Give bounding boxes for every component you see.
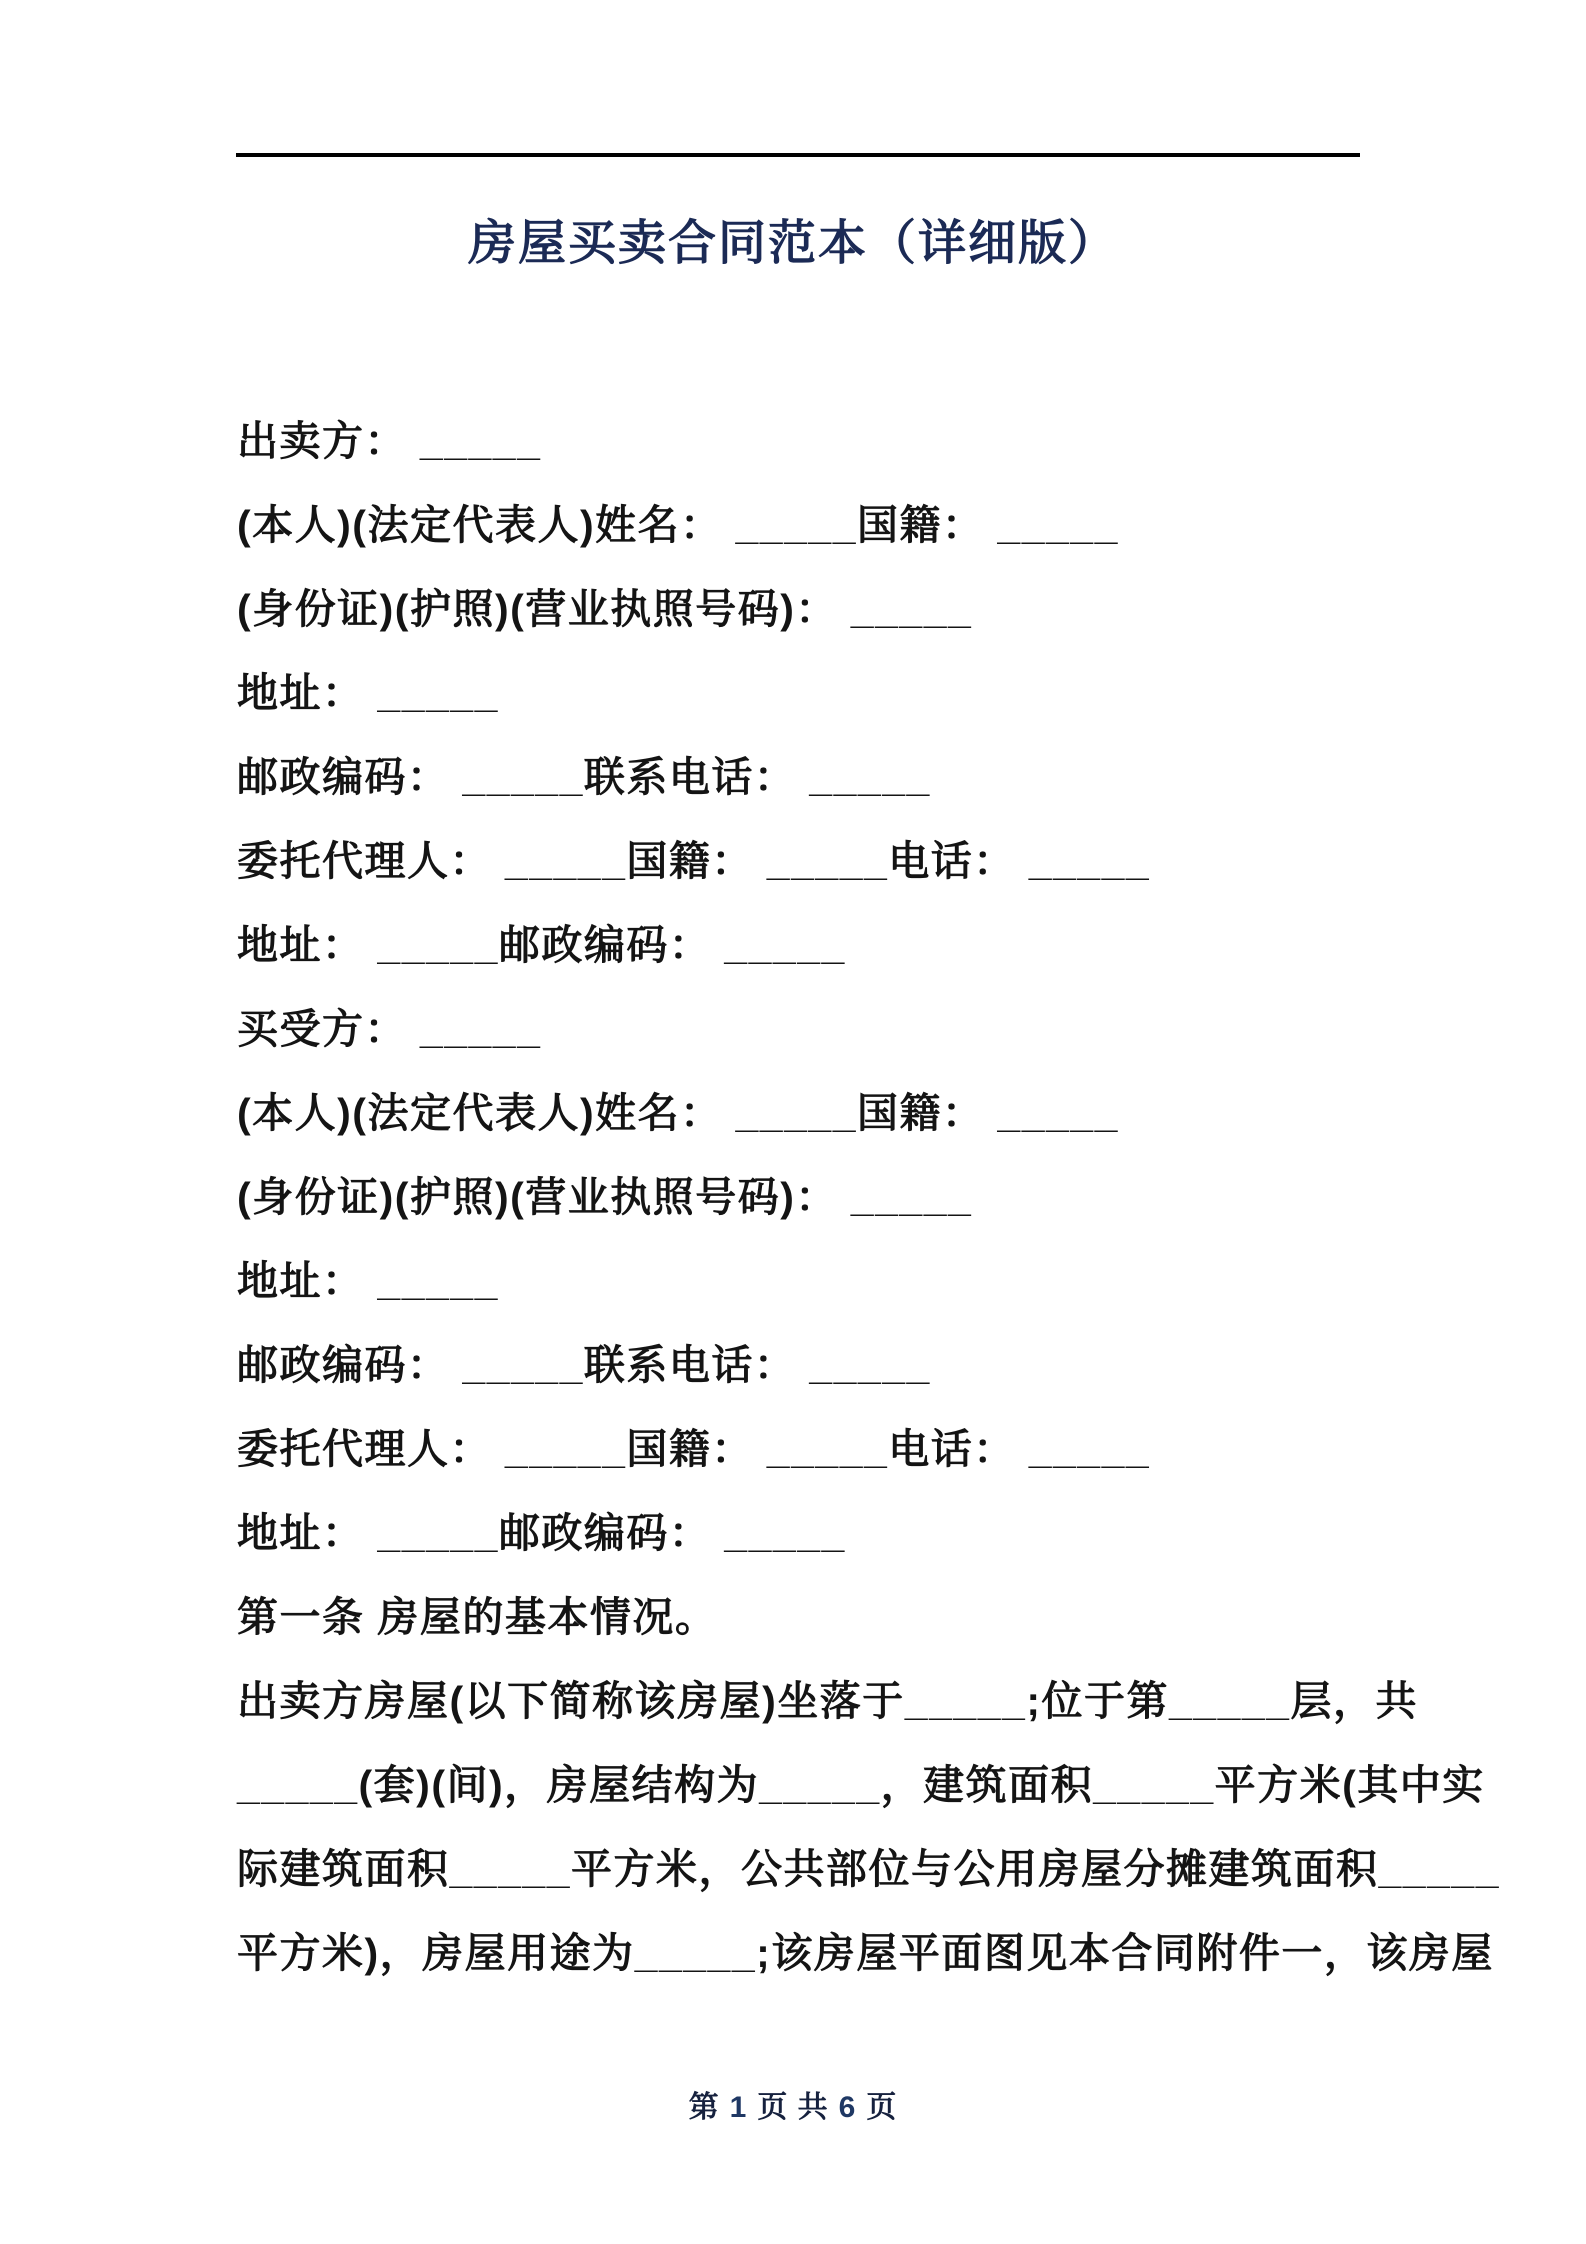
contract-line-buyer-postcode-phone: 邮政编码： _____联系电话： _____ (237, 1342, 931, 1388)
page-footer (0, 2082, 1586, 2126)
footer-label-di: 第 (688, 2091, 720, 2124)
contract-article-1-text-line-1: 出卖方房屋(以下简称该房屋)坐落于_____;位于第_____层，共 (237, 1678, 1418, 1724)
contract-article-1-heading: 第一条 房屋的基本情况。 (237, 1594, 718, 1640)
contract-line-buyer-id-number: (身份证)(护照)(营业执照号码)： _____ (237, 1174, 973, 1220)
contract-line-seller-id-number: (身份证)(护照)(营业执照号码)： _____ (237, 586, 973, 632)
contract-article-1-text-line-4: 平方米)，房屋用途为_____;该房屋平面图见本合同附件一，该房屋 (237, 1930, 1494, 1976)
header-rule-divider (236, 153, 1360, 157)
contract-line-buyer-name-nationality: (本人)(法定代表人)姓名： _____国籍： _____ (237, 1090, 1119, 1136)
contract-line-seller-postcode-phone: 邮政编码： _____联系电话： _____ (237, 754, 931, 800)
contract-line-buyer-agent-address: 地址： _____邮政编码： _____ (237, 1510, 846, 1556)
total-pages: 6 (838, 2091, 857, 2124)
footer-label-ye-gong: 页 共 (757, 2091, 829, 2124)
contract-article-1-text-line-3: 际建筑面积_____平方米，公共部位与公用房屋分摊建筑面积_____ (237, 1846, 1501, 1892)
contract-body (237, 399, 1501, 1995)
contract-line-seller-address: 地址： _____ (237, 670, 499, 716)
contract-line-seller: 出卖方： _____ (237, 418, 542, 464)
page-number: 1 (729, 2091, 748, 2124)
contract-article-1-text-line-2: _____(套)(间)，房屋结构为_____，建筑面积_____平方米(其中实 (237, 1762, 1485, 1808)
contract-line-buyer-agent: 委托代理人： _____国籍： _____电话： _____ (237, 1426, 1151, 1472)
contract-line-seller-agent-address: 地址： _____邮政编码： _____ (237, 922, 846, 968)
contract-line-seller-agent: 委托代理人： _____国籍： _____电话： _____ (237, 838, 1151, 884)
page-title: 房屋买卖合同范本（详细版） (467, 217, 1118, 270)
contract-line-buyer: 买受方： _____ (237, 1006, 542, 1052)
footer-label-ye: 页 (866, 2091, 898, 2124)
contract-line-buyer-address: 地址： _____ (237, 1258, 499, 1304)
contract-line-seller-name-nationality: (本人)(法定代表人)姓名： _____国籍： _____ (237, 502, 1119, 548)
